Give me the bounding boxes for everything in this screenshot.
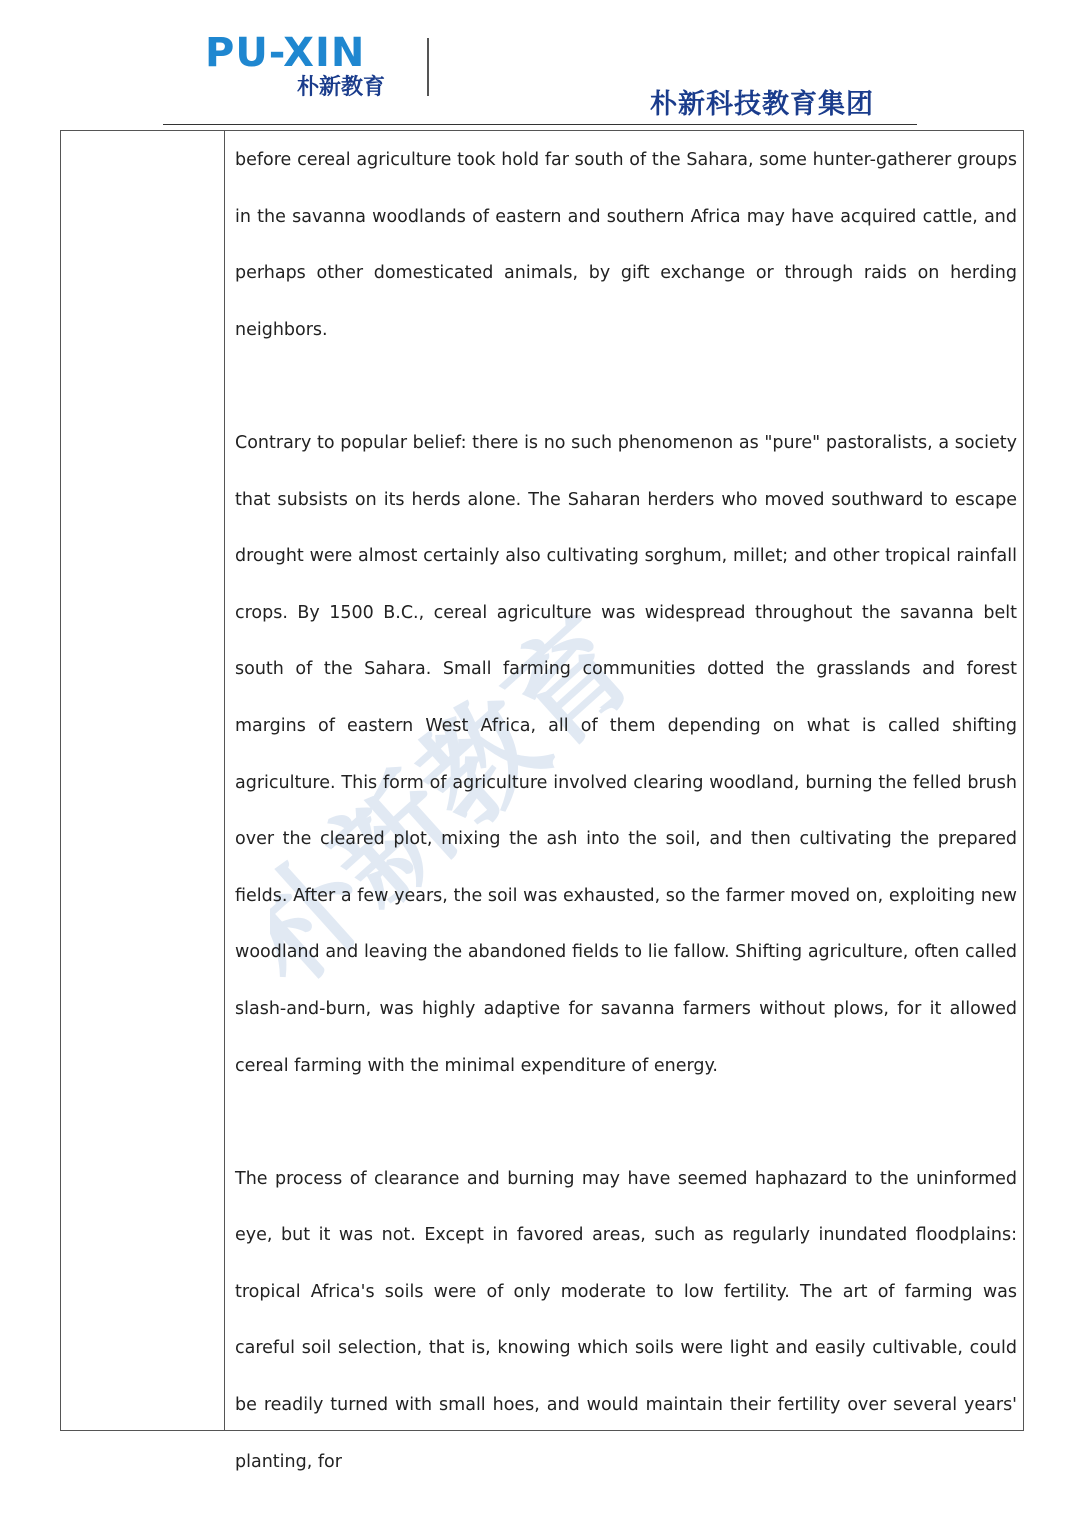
- table-left-column: [61, 131, 225, 1430]
- table-text-column: [225, 131, 1023, 1472]
- logo-wordmark: PU-XIN: [205, 32, 366, 76]
- paragraph-3: The process of clearance and burning may have seemed haphazard to the uninformed eye, but it was not. Except in favored areas, such as regularly inundated floodplains: tropical Africa's soils were of only moderate to low fertility. The art of farming was careful soil selection, that is, knowing which soils were light and easily cultivable, could be readily turned with small hoes, and would maintain their fertility over several years' planting, for: [235, 1168, 1017, 1472]
- puxin-logo-graphic: [205, 32, 435, 102]
- logo-divider: [427, 38, 429, 96]
- watermark-text: 朴新教育: [270, 600, 660, 1011]
- group-name: 朴新科技教育集团: [650, 89, 874, 120]
- puxin-logo: [205, 32, 435, 102]
- content-table: [60, 130, 1024, 1472]
- paragraph-1: before cereal agriculture took hold far south of the Sahara, some hunter-gatherer groups in the savanna woodlands of eastern and southern Africa may have acquired cattle, and perhaps other domesticated animals, by gift exchange or through raids on herding neighbors.: [235, 150, 1017, 340]
- logo-subtext: 朴新教育: [297, 75, 386, 100]
- header-divider: [163, 124, 917, 125]
- paragraph-2: Contrary to popular belief: there is no such phenomenon as "pure" pastoralists, a society that subsists on its herds alone. The Saharan herders who moved southward to escape drought were almost certainly also cultivating sorghum, millet; and other tropical rainfall crops. By 1500 B.C., cereal agriculture was widespread throughout the savanna belt south of the Sahara. Small farming communities dotted the grasslands and forest margins of eastern West Africa, all of them depending on what is called shifting agriculture. This form of agriculture involved clearing woodland, burning the felled brush over the cleared plot, mixing the ash into the soil, and then cultivating the prepared fields. After a few years, the soil was exhausted, so the farmer moved on, exploiting new woodland and leaving the abandoned fields to lie fallow. Shifting agriculture, often called slash-and-burn, was highly adaptive for savanna farmers without plows, for it allowed cereal farming with the minimal expenditure of energy.: [235, 432, 1017, 1076]
